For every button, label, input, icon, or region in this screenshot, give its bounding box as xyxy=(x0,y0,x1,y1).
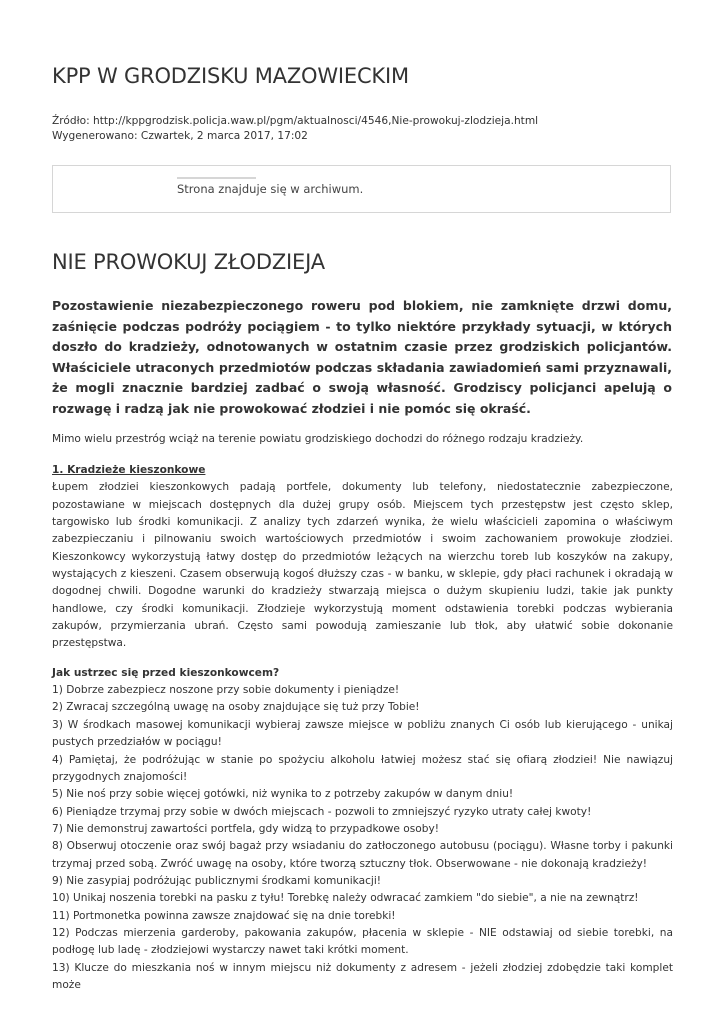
tip-item: 6) Pieniądze trzymaj przy sobie w dwóch miejscach - pozwoli to zmniejszyć ryzyko utraty całej kwoty! xyxy=(52,805,592,818)
archive-notice-box xyxy=(52,165,671,213)
tip-item: 10) Unikaj noszenia torebki na pasku z tyłu! Torebkę należy odwracać zamkiem "do siebie", a nie na zewnątrz! xyxy=(52,892,639,905)
article-lead: Pozostawienie niezabezpieczonego roweru pod blokiem, nie zamknięte drzwi domu, zaśnięcie podczas podróży pociągiem - to tylko niektóre przykłady sytuacji, w których doszło do kradzieży, odnotowanych w ostatnim czasie przez grodziskich policjantów. Właściciele utraconych przedmiotów podczas składania zawiadomień sami przyznawali, że mogli znacznie bardziej zadbać o swoją własność. Grodziscy policjanci apelują o rozwagę i radzą jak nie prowokować złodziei i nie pomóc się okraść. xyxy=(52,298,672,416)
article-body xyxy=(52,462,673,994)
tips-list xyxy=(52,682,673,994)
section-paragraph: Łupem złodziei kieszonkowych padają portfele, dokumenty lub telefony, niedostatecznie zabezpieczone, pozostawiane w miejscach dostępnych dla dużej grupy osób. Miejscem tych przestępstw jest często sklep, targowisko lub środki komunikacji. Z analizy tych zdarzeń wynika, że wielu właścicieli zapomina o właściwym zabezpieczaniu i pilnowaniu swoich wartościowych przedmiotów i swoim zachowaniem prowokuje złodziei. Kieszonkowcy wykorzystują łatwy dostęp do przedmiotów leżących na wierzchu toreb lub koszyków na zakupy, wystających z kieszeni. Czasem obserwują kogoś dłuższy czas - w banku, w sklepie, gdy płaci rachunek i okradają w dogodnej chwili. Dogodne warunki do kradzieży stwarzają miejsca o dużym skupieniu ludzi, takie jak punkty handlowe, czy środki komunikacji. Złodzieje wykorzystują moment odstawienia torebki podczas wybierania zakupów, przymierzania ubrań. Często sami powodują zamieszanie lub tłok, aby ułatwić sobie dokonanie przestępstwa. xyxy=(52,481,673,650)
archive-notice-divider xyxy=(177,177,256,179)
tip-item: 2) Zwracaj szczególną uwagę na osoby znajdujące się tuż przy Tobie! xyxy=(52,701,420,714)
document-meta xyxy=(52,114,538,143)
tip-item: 11) Portmonetka powinna zawsze znajdować się na dnie torebki! xyxy=(52,909,396,922)
article-title: NIE PROWOKUJ ZŁODZIEJA xyxy=(52,250,325,274)
source-line: Źródło: http://kppgrodzisk.policja.waw.pl/pgm/aktualnosci/4546,Nie-prowokuj-zlodzieja.html xyxy=(52,115,539,127)
tip-item: 7) Nie demonstruj zawartości portfela, gdy widzą to przypadkowe osoby! xyxy=(52,822,439,835)
tip-item: 13) Klucze do mieszkania noś w innym miejscu niż dokumenty z adresem - jeżeli złodziej zdobędzie taki komplet może xyxy=(52,961,673,991)
tip-item: 1) Dobrze zabezpiecz noszone przy sobie dokumenty i pieniądze! xyxy=(52,684,400,697)
tip-item: 12) Podczas mierzenia garderoby, pakowania zakupów, płacenia w sklepie - NIE odstawiaj od siebie torebki, na podłogę lub ladę - złodziejowi wystarczy nawet taki krótki moment. xyxy=(52,926,673,957)
tip-item: 9) Nie zasypiaj podróżując publicznymi środkami komunikacji! xyxy=(52,874,382,887)
generated-line: Wygenerowano: Czwartek, 2 marca 2017, 17:02 xyxy=(52,129,308,142)
site-title: KPP W GRODZISKU MAZOWIECKIM xyxy=(52,64,409,88)
section-heading: 1. Kradzieże kieszonkowe xyxy=(52,464,206,476)
article-intro: Mimo wielu przestróg wciąż na terenie powiatu grodziskiego dochodzi do różnego rodzaju kradzieży. xyxy=(52,433,584,445)
tip-item: 5) Nie noś przy sobie więcej gotówki, niż wynika to z potrzeby zakupów w danym dniu! xyxy=(52,788,514,801)
tips-heading: Jak ustrzec się przed kieszonkowcem? xyxy=(52,666,280,679)
tip-item: 3) W środkach masowej komunikacji wybieraj zawsze miejsce w pobliżu znanych Ci osób lub kierującego - unikaj pustych przedziałów w pociągu! xyxy=(52,718,673,749)
tip-item: 4) Pamiętaj, że podróżując w stanie po spożyciu alkoholu łatwiej możesz stać się ofiarą złodziei! Nie nawiązuj przygodnych znajomości! xyxy=(52,753,673,783)
archive-notice-text: Strona znajduje się w archiwum. xyxy=(177,182,364,196)
tip-item: 8) Obserwuj otoczenie oraz swój bagaż przy wsiadaniu do zatłoczonego autobusu (pociągu). Własne torby i pakunki trzymaj przed sobą. Zwróć uwagę na osoby, które tworzą sztuczny tłok. Obserwowane - nie dokonają kradzieży! xyxy=(52,840,673,870)
